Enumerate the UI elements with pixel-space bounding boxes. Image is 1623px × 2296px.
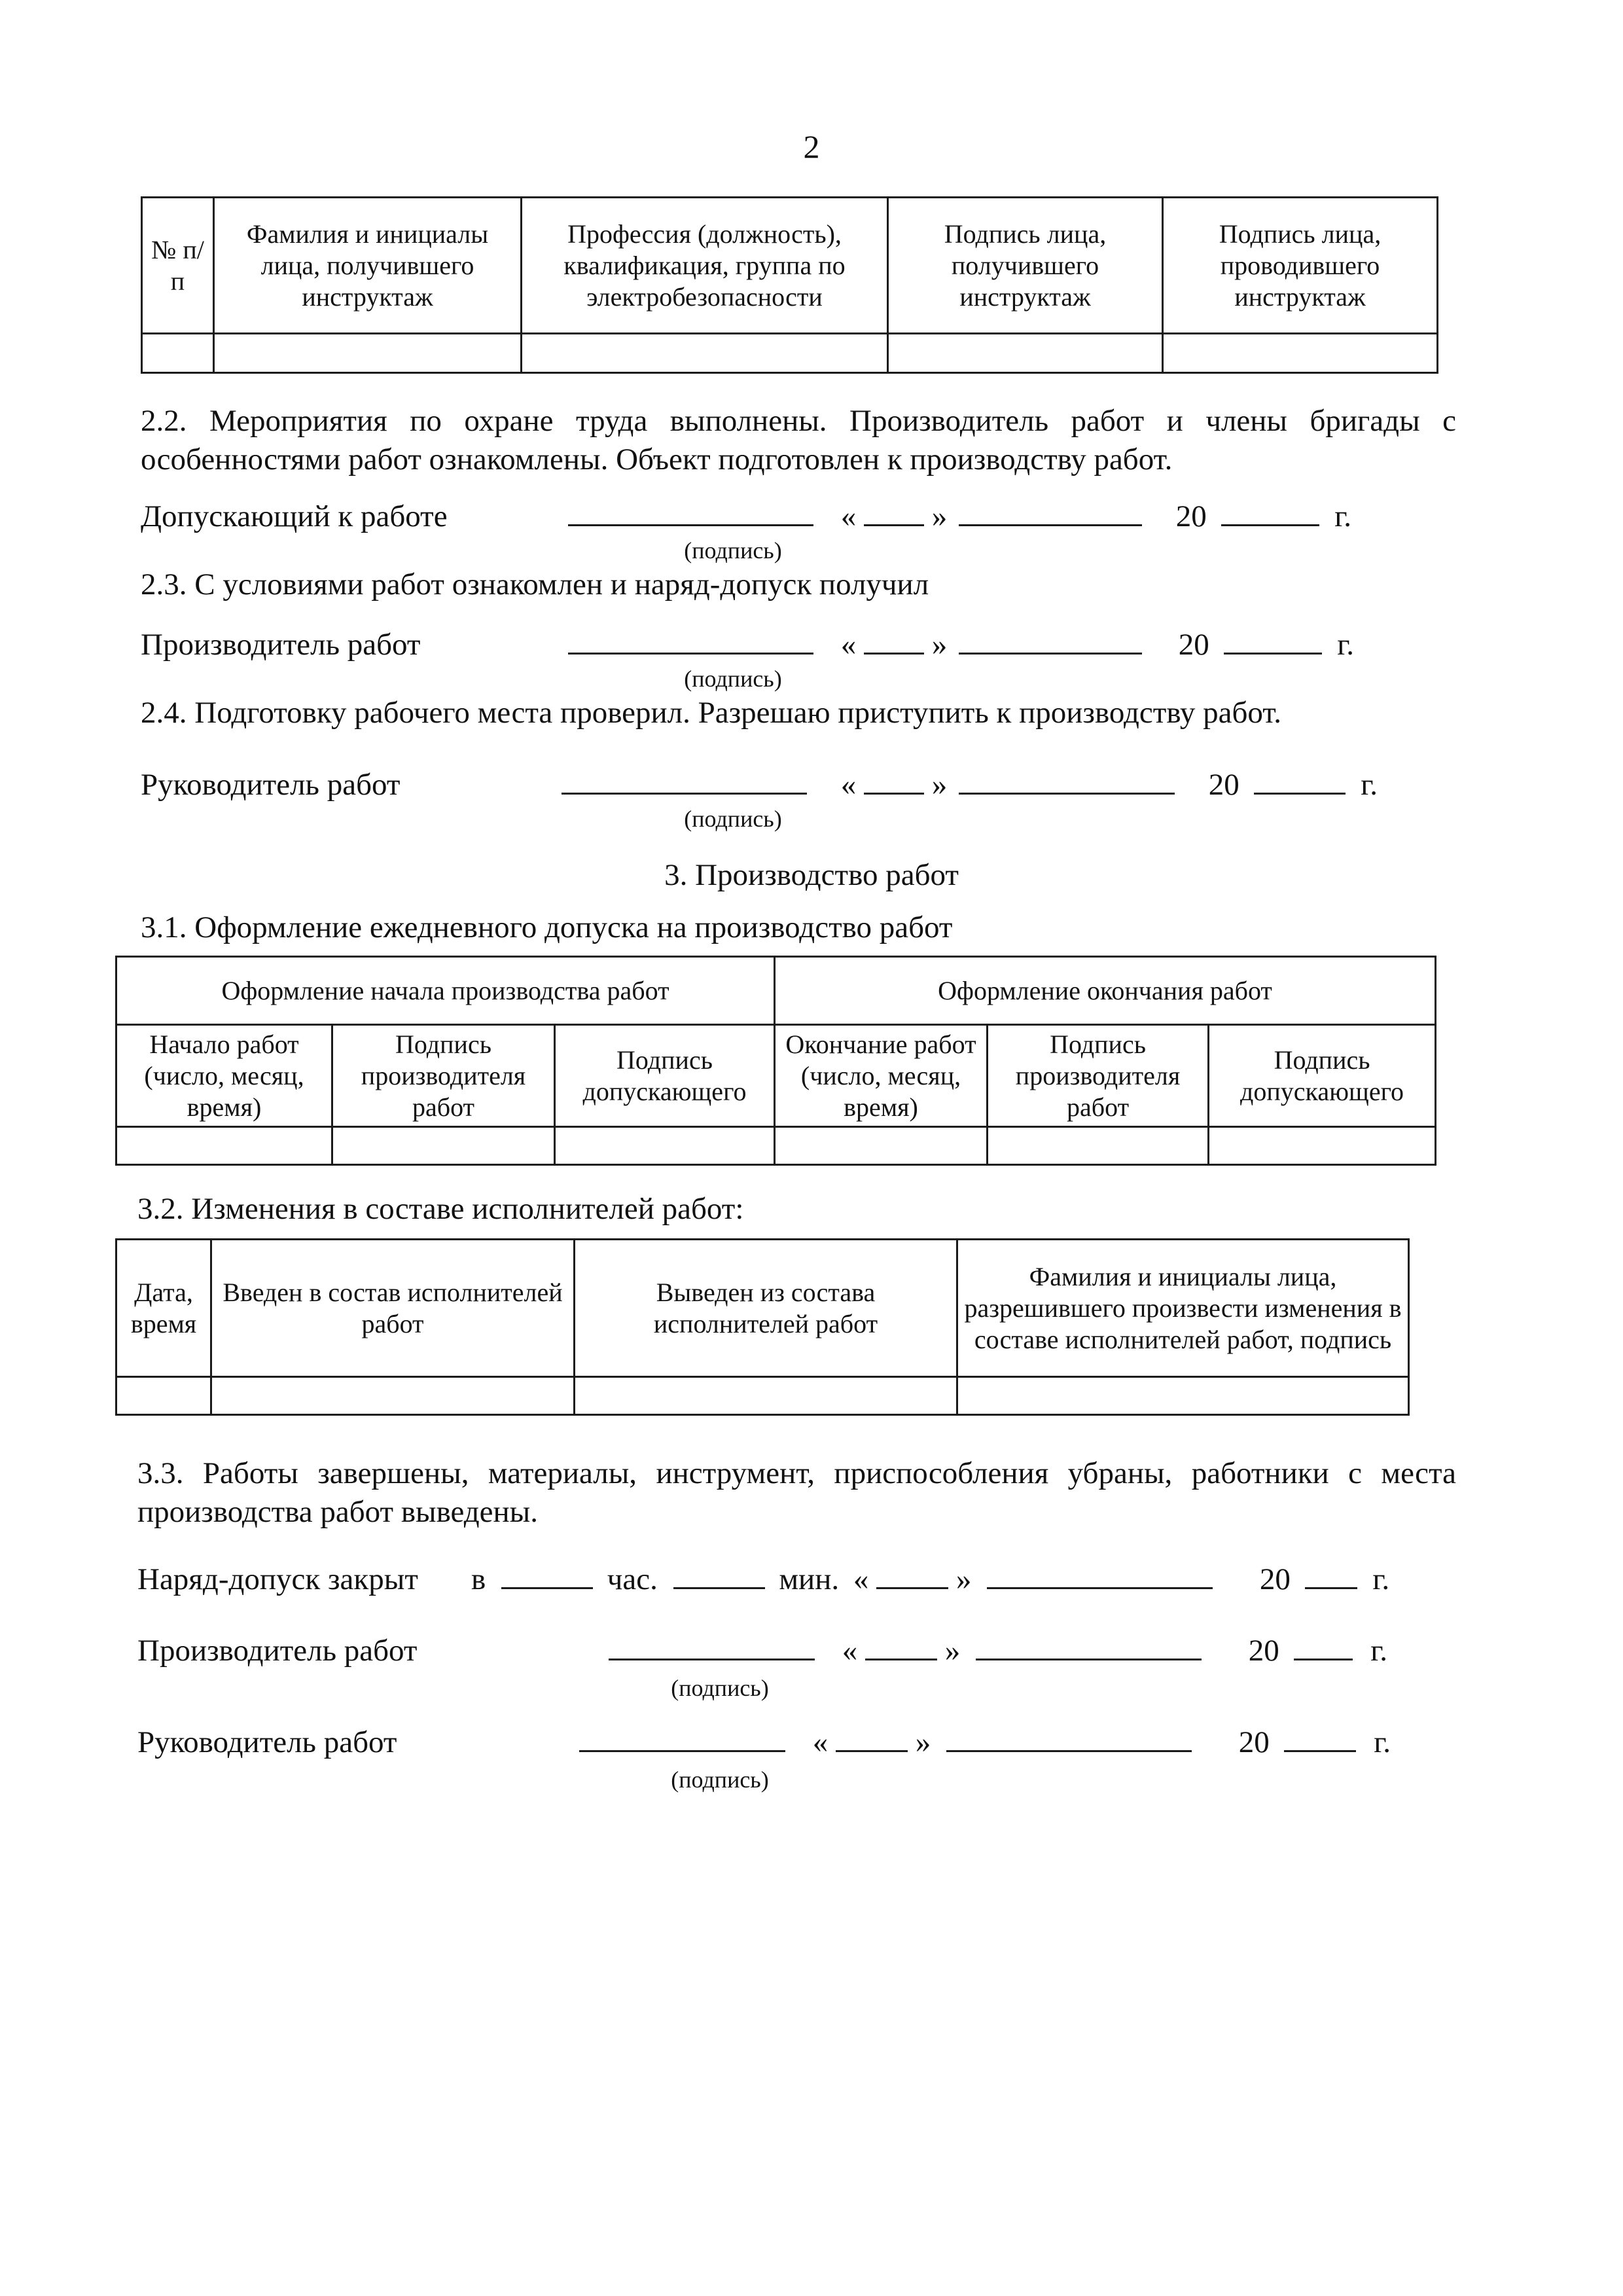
month-blank[interactable] — [987, 1565, 1213, 1589]
day-blank[interactable] — [864, 630, 924, 655]
day-blank[interactable] — [876, 1565, 948, 1589]
header-cell: Фамилия и инициалы лица, разрешившего произвести изменения в составе исполнителей работ, подпись — [957, 1240, 1409, 1377]
header-cell: Профессия (должность), квалификация, группа по электробезопасности — [522, 198, 888, 334]
month-blank[interactable] — [959, 770, 1175, 795]
instruction-table — [141, 196, 1438, 374]
table-cell[interactable] — [214, 334, 522, 373]
header-cell: Введен в состав исполнителей работ — [211, 1240, 575, 1377]
signature-line: « » 20 г. — [562, 767, 1378, 802]
signature-caption: (подпись) — [671, 1767, 769, 1793]
table-header-row — [116, 957, 1436, 1025]
paragraph-3-1: 3.1. Оформление ежедневного допуска на производство работ — [141, 910, 953, 944]
paragraph-3-3: 3.3. Работы завершены, материалы, инструмент, приспособления убраны, работники с места производства работ выведены. — [137, 1456, 1456, 1529]
header-cell: Дата, время — [116, 1240, 211, 1377]
day-blank[interactable] — [864, 770, 924, 795]
paragraph-3-2: 3.2. Изменения в составе исполнителей работ: — [137, 1192, 744, 1226]
table-cell[interactable] — [957, 1377, 1409, 1415]
signature-caption: (подпись) — [684, 806, 782, 832]
day-blank[interactable] — [836, 1728, 908, 1752]
paragraph-2-3: 2.3. С условиями работ ознакомлен и наряд-допуск получил — [141, 567, 929, 601]
table-cell[interactable] — [116, 1377, 211, 1415]
year-blank[interactable] — [1294, 1636, 1353, 1660]
signature-blank[interactable] — [562, 770, 807, 795]
header-cell: Подпись лица, проводившего инструктаж — [1163, 198, 1438, 334]
month-blank[interactable] — [976, 1636, 1202, 1660]
header-cell: Оформление начала производства работ — [116, 957, 775, 1025]
year-blank[interactable] — [1284, 1728, 1356, 1752]
daily-permit-table — [115, 956, 1436, 1166]
signature-caption: (подпись) — [684, 537, 782, 564]
table-cell[interactable] — [1209, 1127, 1436, 1165]
header-cell: Подпись производителя работ — [988, 1025, 1209, 1127]
header-cell: № п/п — [142, 198, 214, 334]
table-cell[interactable] — [888, 334, 1163, 373]
signature-blank[interactable] — [609, 1636, 815, 1660]
hours-blank[interactable] — [501, 1565, 593, 1589]
table-header-row — [116, 1240, 1409, 1377]
header-cell: Подпись допускающего — [555, 1025, 775, 1127]
header-cell: Подпись лица, получившего инструктаж — [888, 198, 1163, 334]
section-3-title: 3. Производство работ — [664, 858, 959, 892]
header-cell: Выведен из состава исполнителей работ — [575, 1240, 957, 1377]
page-number: 2 — [803, 128, 820, 165]
signature-line: « » 20 г. — [568, 499, 1351, 534]
paragraph-2-4: 2.4. Подготовку рабочего места проверил. Разрешаю приступить к производству работ. — [141, 696, 1282, 730]
year-blank[interactable] — [1221, 502, 1319, 526]
changes-table — [115, 1238, 1410, 1416]
minutes-blank[interactable] — [673, 1565, 765, 1589]
signature-blank[interactable] — [579, 1728, 785, 1752]
table-cell[interactable] — [555, 1127, 775, 1165]
table-cell[interactable] — [522, 334, 888, 373]
header-cell: Фамилия и инициалы лица, получившего инструктаж — [214, 198, 522, 334]
table-cell[interactable] — [332, 1127, 555, 1165]
month-blank[interactable] — [959, 630, 1142, 655]
signature-line: « » 20 г. — [609, 1633, 1387, 1668]
header-cell: Окончание работ (число, месяц, время) — [775, 1025, 988, 1127]
signature-blank[interactable] — [568, 630, 813, 655]
table-cell[interactable] — [1163, 334, 1438, 373]
signature-caption: (подпись) — [684, 666, 782, 692]
signature-caption: (подпись) — [671, 1675, 769, 1701]
table-row — [116, 1127, 1436, 1165]
role-label: Допускающий к работе — [141, 499, 448, 533]
closed-line: в час. мин. « » 20 г. — [471, 1562, 1390, 1596]
signature-blank[interactable] — [568, 502, 813, 526]
table-cell[interactable] — [142, 334, 214, 373]
table-cell[interactable] — [116, 1127, 332, 1165]
table-cell[interactable] — [575, 1377, 957, 1415]
signature-line: « » 20 г. — [579, 1725, 1391, 1760]
role-label: Производитель работ — [141, 628, 421, 662]
month-blank[interactable] — [959, 502, 1142, 526]
day-blank[interactable] — [865, 1636, 937, 1660]
table-header-row — [142, 198, 1438, 334]
year-blank[interactable] — [1254, 770, 1346, 795]
year-blank[interactable] — [1224, 630, 1322, 655]
header-cell: Подпись допускающего — [1209, 1025, 1436, 1127]
header-cell: Оформление окончания работ — [775, 957, 1436, 1025]
table-cell[interactable] — [211, 1377, 575, 1415]
header-cell: Начало работ (число, месяц, время) — [116, 1025, 332, 1127]
role-label: Производитель работ — [137, 1634, 418, 1668]
table-cell[interactable] — [775, 1127, 988, 1165]
table-row — [142, 334, 1438, 373]
table-header-row — [116, 1025, 1436, 1127]
table-row — [116, 1377, 1409, 1415]
closed-label: Наряд-допуск закрыт — [137, 1562, 418, 1596]
table-cell[interactable] — [988, 1127, 1209, 1165]
day-blank[interactable] — [864, 502, 924, 526]
year-blank[interactable] — [1305, 1565, 1357, 1589]
role-label: Руководитель работ — [141, 768, 401, 802]
header-cell: Подпись производителя работ — [332, 1025, 555, 1127]
month-blank[interactable] — [946, 1728, 1192, 1752]
role-label: Руководитель работ — [137, 1725, 397, 1759]
signature-line: « » 20 г. — [568, 627, 1354, 662]
paragraph-2-2: 2.2. Мероприятия по охране труда выполнены. Производитель работ и члены бригады с особенностями работ ознакомлены. Объект подготовлен к производству работ. — [141, 404, 1456, 476]
